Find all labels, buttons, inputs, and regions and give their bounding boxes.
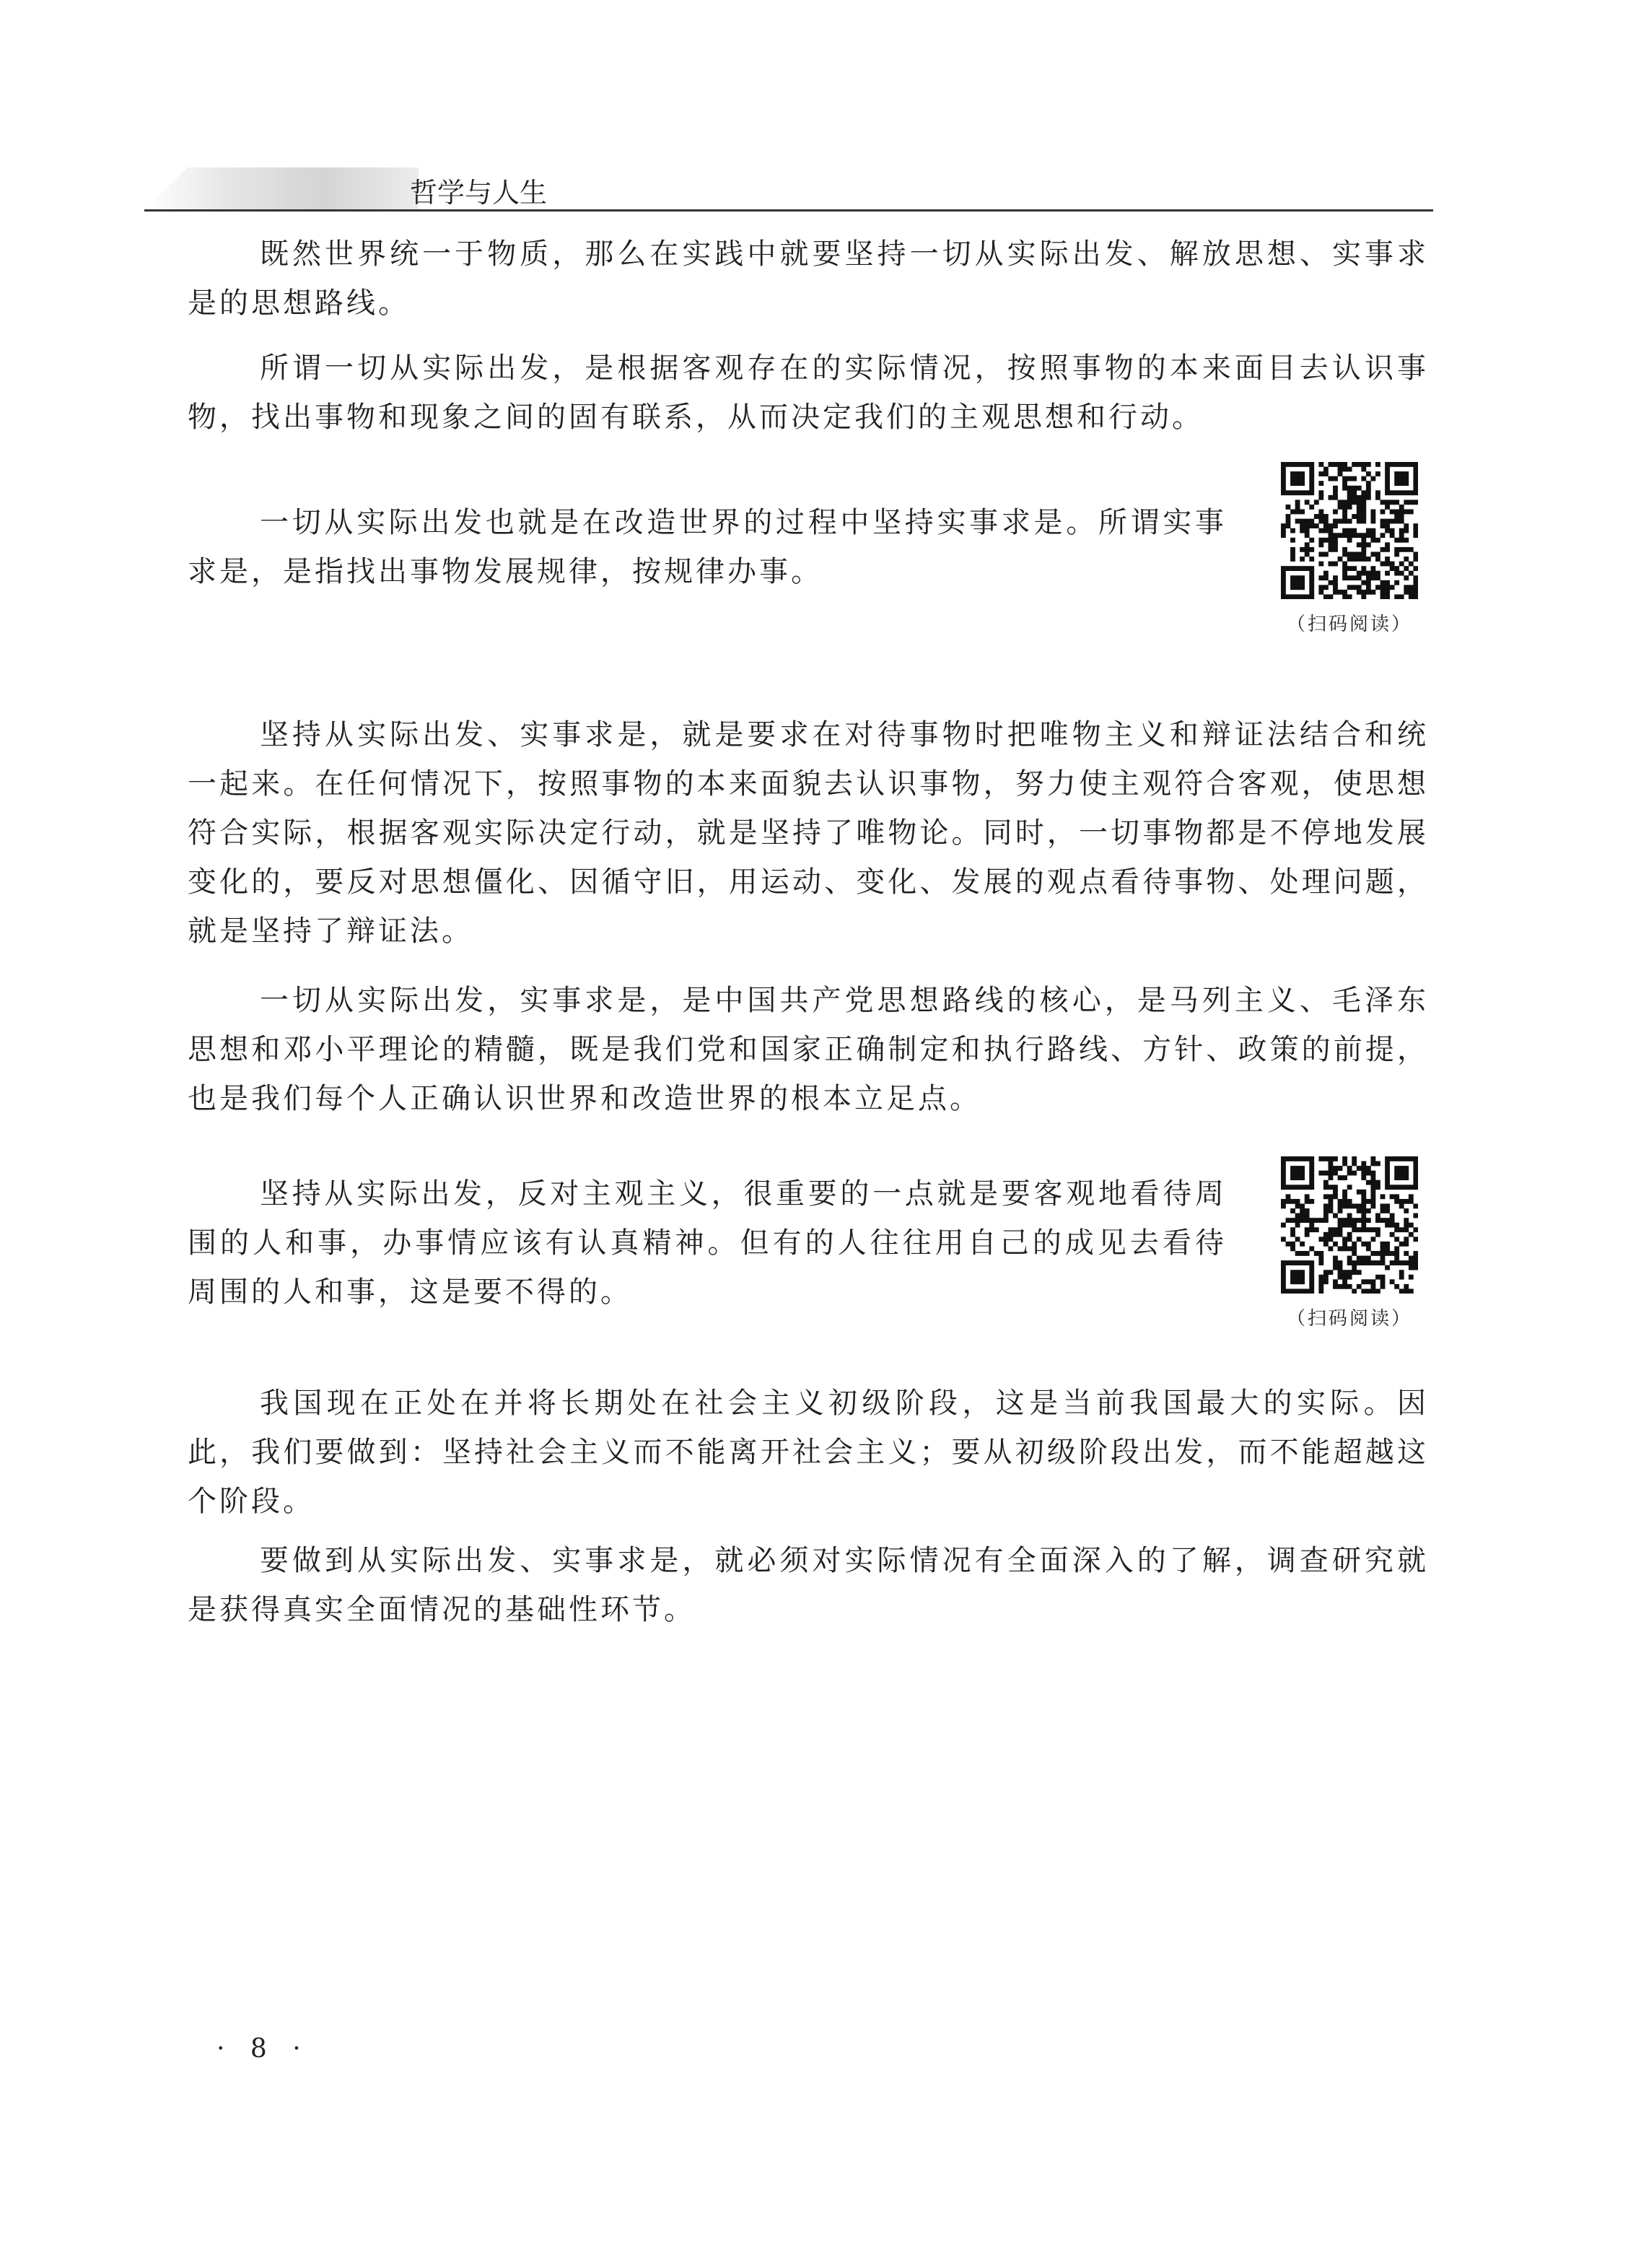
paragraph-2: 所谓一切从实际出发，是根据客观存在的实际情况，按照事物的本来面目去认识事物，找出事物和现象之间的固有联系，从而决定我们的主观思想和行动。 — [188, 352, 1429, 434]
qr-code-block-2[interactable] — [1277, 1156, 1422, 1330]
paragraph-1: 既然世界统一于物质，那么在实践中就要坚持一切从实际出发、解放思想、实事求是的思想路线。 — [188, 237, 1429, 320]
qr-caption: （扫码阅读） — [1286, 614, 1412, 635]
paragraph-5: 一切从实际出发，实事求是，是中国共产党思想路线的核心，是马列主义、毛泽东思想和邓小平理论的精髓，既是我们党和国家正确制定和执行路线、方针、政策的前提，也是我们每个人正确认识世界和改造世界的根本立足点。 — [188, 984, 1429, 1115]
qr-code-icon[interactable] — [1281, 1156, 1418, 1294]
paragraph-3: 一切从实际出发也就是在改造世界的过程中坚持实事求是。所谓实事求是，是指找出事物发展规律，按规律办事。 — [188, 506, 1227, 588]
running-header — [144, 167, 1433, 211]
paragraph-6: 坚持从实际出发，反对主观主义，很重要的一点就是要客观地看待周围的人和事，办事情应该有认真精神。但有的人往往用自己的成见去看待周围的人和事，这是要不得的。 — [188, 1177, 1227, 1309]
page-number: · 8 · — [216, 2034, 310, 2064]
paragraph-8: 要做到从实际出发、实事求是，就必须对实际情况有全面深入的了解，调查研究就是获得真实全面情况的基础性环节。 — [188, 1544, 1429, 1626]
qr-caption: （扫码阅读） — [1286, 1308, 1412, 1330]
header-title: 哲学与人生 — [410, 177, 548, 209]
paragraph-7: 我国现在正处在并将长期处在社会主义初级阶段，这是当前我国最大的实际。因此，我们要做到：坚持社会主义而不能离开社会主义；要从初级阶段出发，而不能超越这个阶段。 — [188, 1387, 1429, 1518]
header-rule — [144, 209, 1433, 211]
qr-code-block-1[interactable] — [1277, 462, 1422, 636]
qr-code-icon[interactable] — [1281, 462, 1418, 599]
header-gradient-band — [144, 167, 419, 209]
paragraph-4: 坚持从实际出发、实事求是，就是要求在对待事物时把唯物主义和辩证法结合和统一起来。在任何情况下，按照事物的本来面貌去认识事物，努力使主观符合客观，使思想符合实际，根据客观实际决定行动，就是坚持了唯物论。同时，一切事物都是不停地发展变化的，要反对思想僵化、因循守旧，用运动、变化、发展的观点看待事物、处理问题，就是坚持了辩证法。 — [188, 718, 1429, 948]
